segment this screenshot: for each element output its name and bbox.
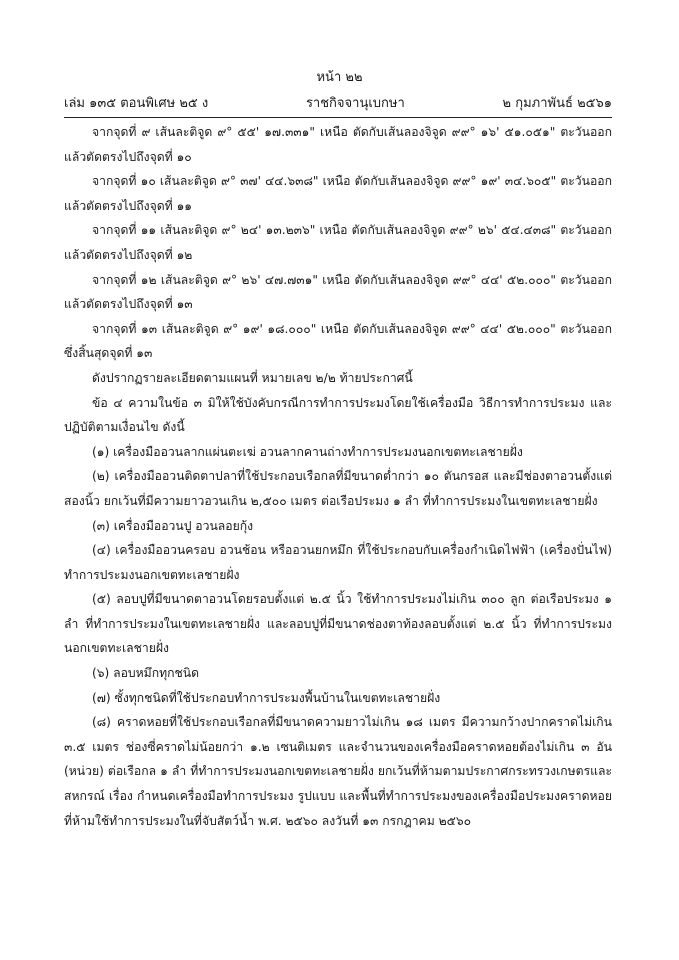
boundary-point: จากจุดที่ ๑๒ เส้นละติจูด ๙° ๒๖' ๔๗.๗๓๑" เหนือ ตัดกับเส้นลองจิจูด ๙๙° ๔๔' ๕๒.๐๐๐" ตะวันออก แล้วตัดตรงไปถึงจุดที่ ๑๓ <box>64 272 612 312</box>
boundary-point: จากจุดที่ ๑๓ เส้นละติจูด ๙° ๑๙' ๑๘.๐๐๐" เหนือ ตัดกับเส้นลองจิจูด ๙๙° ๔๔' ๕๒.๐๐๐" ตะวันออก ซึ่งสิ้นสุดจุดที่ ๑๓ <box>64 321 612 361</box>
clause-item: (๑) เครื่องมืออวนลากแผ่นตะเฆ่ อวนลากคานถ่างทำการประมงนอกเขตทะเลชายฝั่ง <box>92 444 523 459</box>
clause-4-intro: ข้อ ๔ ความในข้อ ๓ มิให้ใช้บังคับกรณีการทำการประมงโดยใช้เครื่องมือ วิธีการทำการประมง และปฏิบัติตามเงื่อนไข ดังนี้ <box>64 395 612 435</box>
volume-issue: เล่ม ๑๓๕ ตอนพิเศษ ๒๕ ง <box>64 96 209 111</box>
clause-item: (๖) ลอบหมึกทุกชนิด <box>92 666 200 681</box>
clause-item: (๓) เครื่องมืออวนปู อวนลอยกุ้ง <box>92 518 254 533</box>
boundary-point: จากจุดที่ ๑๑ เส้นละติจูด ๙° ๒๔' ๑๓.๒๓๖" เหนือ ตัดกับเส้นลองจิจูด ๙๙° ๒๖' ๕๔.๔๓๘" ตะวันออก แล้วตัดตรงไปถึงจุดที่ ๑๒ <box>64 223 612 262</box>
clause-item: (๘) คราดหอยที่ใช้ประกอบเรือกลที่มีขนาดความยาวไม่เกิน ๑๘ เมตร มีความกว้างปากคราดไม่เกิน ๓.๕ เมตร ช่องซี่คราดไม่น้อยกว่า ๑.๒ เซนติเมตร และจำนวนของเครื่องมือคราดหอยต้องไม่เกิน ๓ อัน (หน่วย) ต่อเรือกล ๑ ลำ ที่ทำการประมงนอกเขตทะเลชายฝั่ง ยกเว้นที่ห้ามตามประกาศกระทรวงเกษตรและสหกรณ์ เรื่อง กำหนดเครื่องมือทำการประมง รูปแบบ และพื้นที่ทำการประมงของเครื่องมือประมงคราดหอยที่ห้ามใช้ทำการประมงในที่จับสัตว์น้ำ พ.ศ. ๒๕๖๐ ลงวันที่ ๑๓ กรกฎาคม ๒๕๖๐ <box>64 715 612 828</box>
clause-item: (๔) เครื่องมืออวนครอบ อวนช้อน หรืออวนยกหมึก ที่ใช้ประกอบกับเครื่องกำเนิดไฟฟ้า (เครื่องปั่นไฟ) ทำการประมงนอกเขตทะเลชายฝั่ง <box>64 543 612 582</box>
clause-item: (๗) ซั้งทุกชนิดที่ใช้ประกอบทำการประมงพื้นบ้านในเขตทะเลชายฝั่ง <box>92 690 441 705</box>
page-number: หน้า ๒๒ <box>316 70 363 85</box>
map-reference: ดังปรากฏรายละเอียดตามแผนที่ หมายเลข ๒/๒ ท้ายประกาศนี้ <box>92 370 413 385</box>
publication-date: ๒ กุมภาพันธ์ ๒๕๖๑ <box>502 96 612 111</box>
gazette-title: ราชกิจจานุเบกษา <box>305 96 405 111</box>
clause-item: (๒) เครื่องมืออวนติดตาปลาที่ใช้ประกอบเรือกลที่มีขนาดต่ำกว่า ๑๐ ตันกรอส และมีช่องตาอวนตั้งแต่สองนิ้ว ยกเว้นที่มีความยาวอวนเกิน ๒,๕๐๐ เมตร ต่อเรือประมง ๑ ลำ ที่ทำการประมงในเขตทะเลชายฝั่ง <box>64 469 612 508</box>
gazette-header <box>64 92 612 118</box>
boundary-point: จากจุดที่ ๑๐ เส้นละติจูด ๙° ๓๗' ๔๔.๖๓๘" เหนือ ตัดกับเส้นลองจิจูด ๙๙° ๑๙' ๓๔.๖๐๕" ตะวันออก แล้วตัดตรงไปถึงจุดที่ ๑๑ <box>64 174 612 213</box>
clause-item: (๕) ลอบปูที่มีขนาดตาอวนโดยรอบตั้งแต่ ๒.๕ นิ้ว ใช้ทำการประมงไม่เกิน ๓๐๐ ลูก ต่อเรือประมง ๑ ลำ ที่ทำการประมงในเขตทะเลชายฝั่ง และลอบปูที่มีขนาดช่องตาท้องลอบตั้งแต่ ๒.๕ นิ้ว ที่ทำการประมงนอกเขตทะเลชายฝั่ง <box>64 592 612 656</box>
boundary-point: จากจุดที่ ๙ เส้นละติจูด ๙° ๕๕' ๑๗.๓๓๑" เหนือ ตัดกับเส้นลองจิจูด ๙๙° ๑๖' ๕๑.๐๕๑" ตะวันออก แล้วตัดตรงไปถึงจุดที่ ๑๐ <box>64 125 612 164</box>
document-body <box>64 120 612 833</box>
